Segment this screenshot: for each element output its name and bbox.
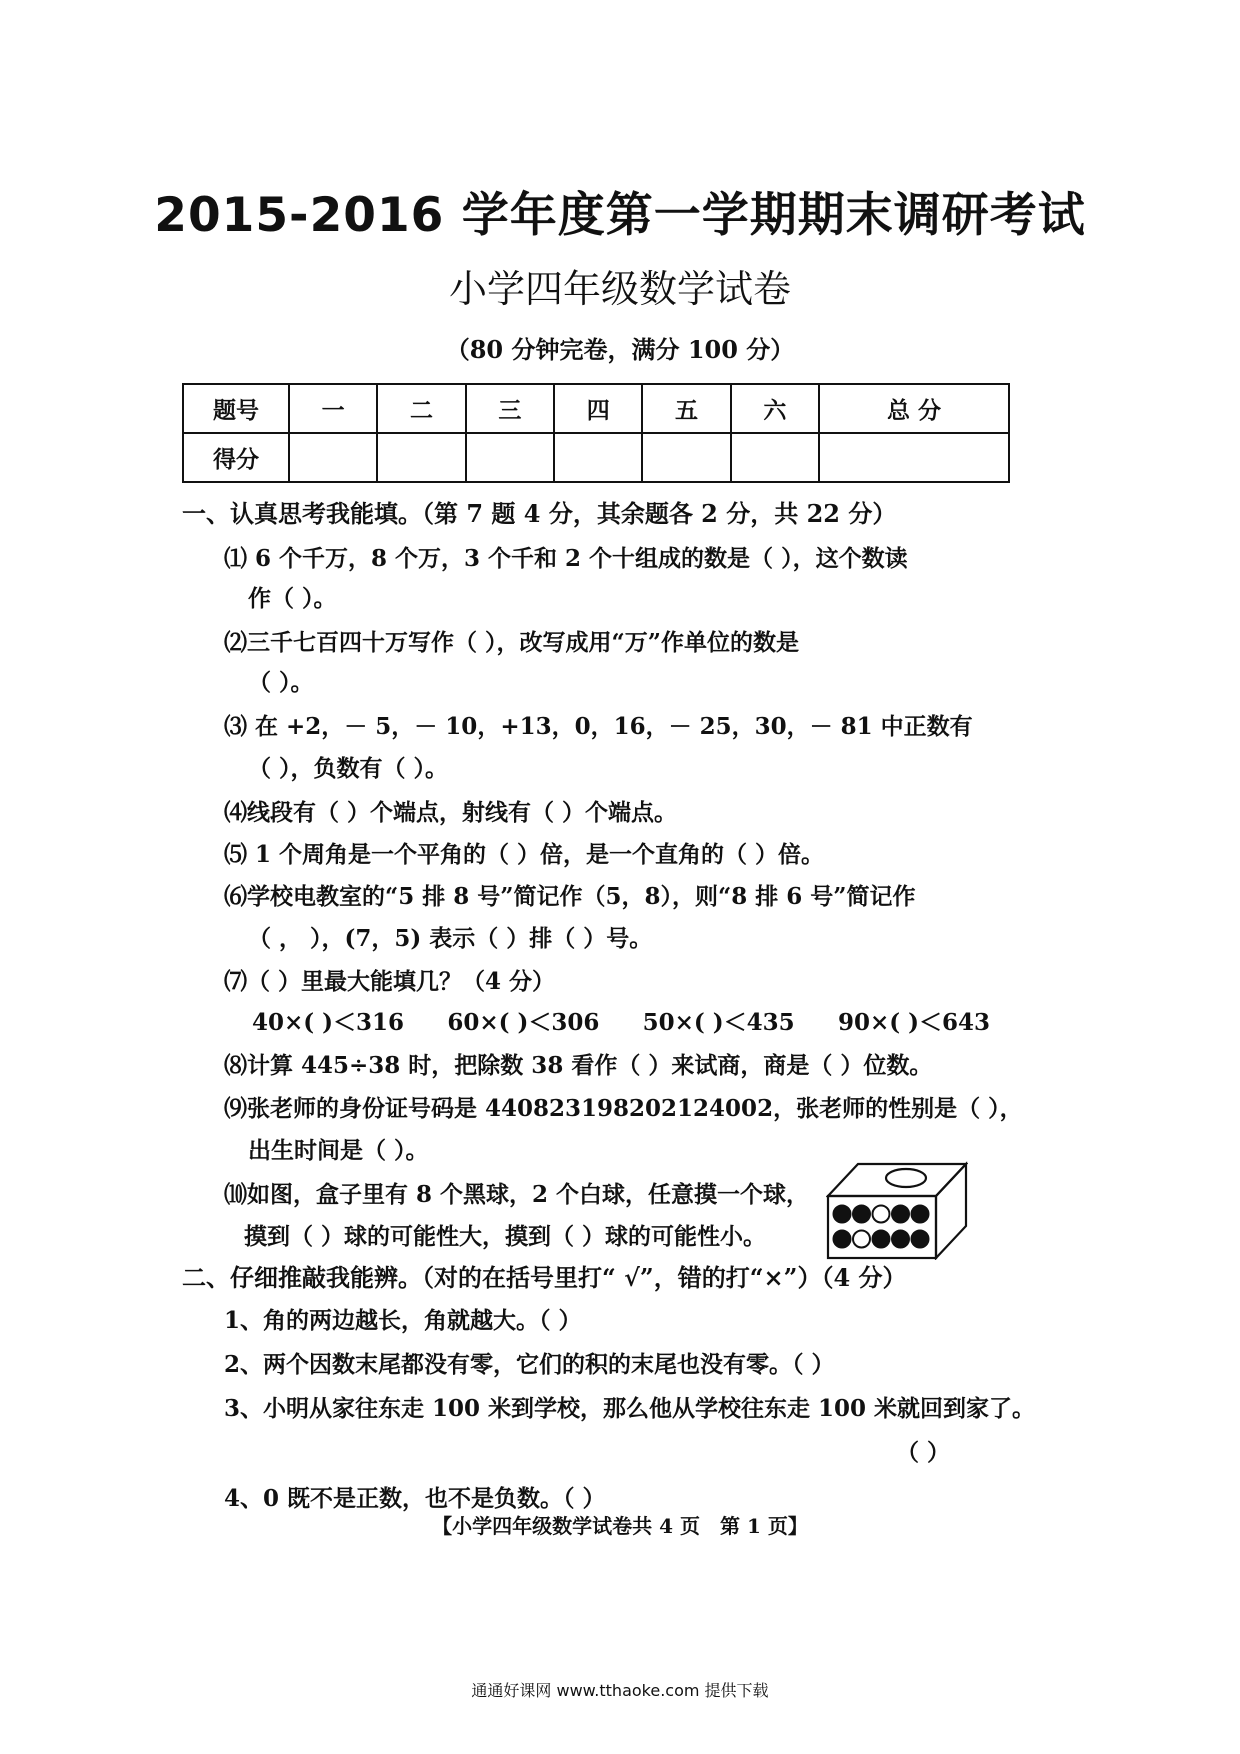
q3-line1: ⑶ 在 +2，－ 5，－ 10，+13，0，16，－ 25，30，－ 81 中正数有 [224,713,973,740]
q1-line2: 作（ ）。 [248,585,337,612]
q10-line2: 摸到（ ）球的可能性大，摸到（ ）球的可能性小。 [244,1223,767,1250]
exam-subtitle: 小学四年级数学试卷 [448,267,791,311]
score-blank[interactable] [466,433,554,482]
black-ball [912,1206,929,1223]
score-cell: 三 [466,384,554,433]
score-blank[interactable] [731,433,819,482]
judge-item-3-paren: （ ） [896,1439,951,1466]
score-cell: 五 [642,384,730,433]
q4: ⑷线段有（ ）个端点，射线有（ ）个端点。 [224,799,678,826]
black-ball [834,1206,851,1223]
score-cell: 得分 [183,433,289,482]
white-ball [873,1206,890,1223]
score-cell: 总 分 [819,384,1009,433]
section2-heading: 二、仔细推敲我能辨。（对的在括号里打“ √”，错的打“×”）（4 分） [182,1263,907,1292]
judge-item-3: 3、小明从家往东走 100 米到学校，那么他从学校往东走 100 米就回到家了。 [224,1395,1036,1422]
q7-items [252,1004,990,1037]
score-blank[interactable] [642,433,730,482]
score-blank[interactable] [554,433,642,482]
q5: ⑸ 1 个周角是一个平角的（ ）倍，是一个直角的（ ）倍。 [224,841,825,868]
black-ball [834,1231,851,1248]
score-cell: 四 [554,384,642,433]
score-table-row-header [183,384,1009,433]
q3-line2: （ ），负数有（ ）。 [248,755,449,782]
white-ball [853,1231,870,1248]
q2-line1: ⑵三千七百四十万写作（ ），改写成用“万”作单位的数是 [224,629,799,656]
exam-title: 2015-2016 学年度第一学期期末调研考试 [154,188,1086,243]
score-table-row-score [183,433,1009,482]
q10-line1: ⑽如图，盒子里有 8 个黑球，2 个白球，任意摸一个球， [224,1181,810,1208]
q7-item: 50×( )＜435 [642,1009,795,1036]
score-blank[interactable] [377,433,465,482]
q6-line1: ⑹学校电教室的“5 排 8 号”简记作（5，8），则“8 排 6 号”简记作 [224,883,916,910]
score-table [182,383,1010,483]
q7-item: 60×( )＜306 [447,1009,600,1036]
q6-line2: （ ， ），(7，5) 表示（ ）排（ ）号。 [248,925,653,952]
score-blank[interactable] [289,433,377,482]
judge-item-4: 4、0 既不是正数，也不是负数。（ ） [224,1485,606,1512]
score-cell: 六 [731,384,819,433]
box-side-face [936,1164,966,1258]
black-ball [892,1231,909,1248]
q9-line1: ⑼张老师的身份证号码是 440823198202124002，张老师的性别是（ ）， [224,1095,1023,1122]
q7-item: 90×( )＜643 [837,1009,990,1036]
judge-item-1: 1、角的两边越长，角就越大。（ ） [224,1307,582,1334]
black-ball [912,1231,929,1248]
box-top-face [828,1164,966,1196]
score-cell: 二 [377,384,465,433]
q1-line1: ⑴ 6 个千万，8 个万，3 个千和 2 个十组成的数是（ ），这个数读 [224,545,908,572]
q9-line2: 出生时间是（ ）。 [248,1137,429,1164]
black-ball [853,1206,870,1223]
box-opening [886,1169,926,1187]
page-footer: 【小学四年级数学试卷共 4 页 第 1 页】 [432,1514,808,1538]
q7-item: 40×( )＜316 [252,1009,405,1036]
section1-heading: 一、认真思考我能填。（第 7 题 4 分，其余题各 2 分，共 22 分） [182,499,897,528]
q8: ⑻计算 445÷38 时，把除数 38 看作（ ）来试商，商是（ ）位数。 [224,1052,933,1079]
site-footer: 通通好课网 www.tthaoke.com 提供下载 [471,1681,769,1700]
black-ball [873,1231,890,1248]
exam-note: （80 分钟完卷，满分 100 分） [445,335,795,364]
q2-line2: （ ）。 [248,669,314,696]
q7: ⑺（ ）里最大能填几？（4 分） [224,968,556,995]
black-ball [892,1206,909,1223]
score-cell: 一 [289,384,377,433]
ball-box-figure [826,1158,968,1260]
score-blank[interactable] [819,433,1009,482]
score-cell: 题号 [183,384,289,433]
judge-item-2: 2、两个因数末尾都没有零，它们的积的末尾也没有零。（ ） [224,1351,835,1378]
